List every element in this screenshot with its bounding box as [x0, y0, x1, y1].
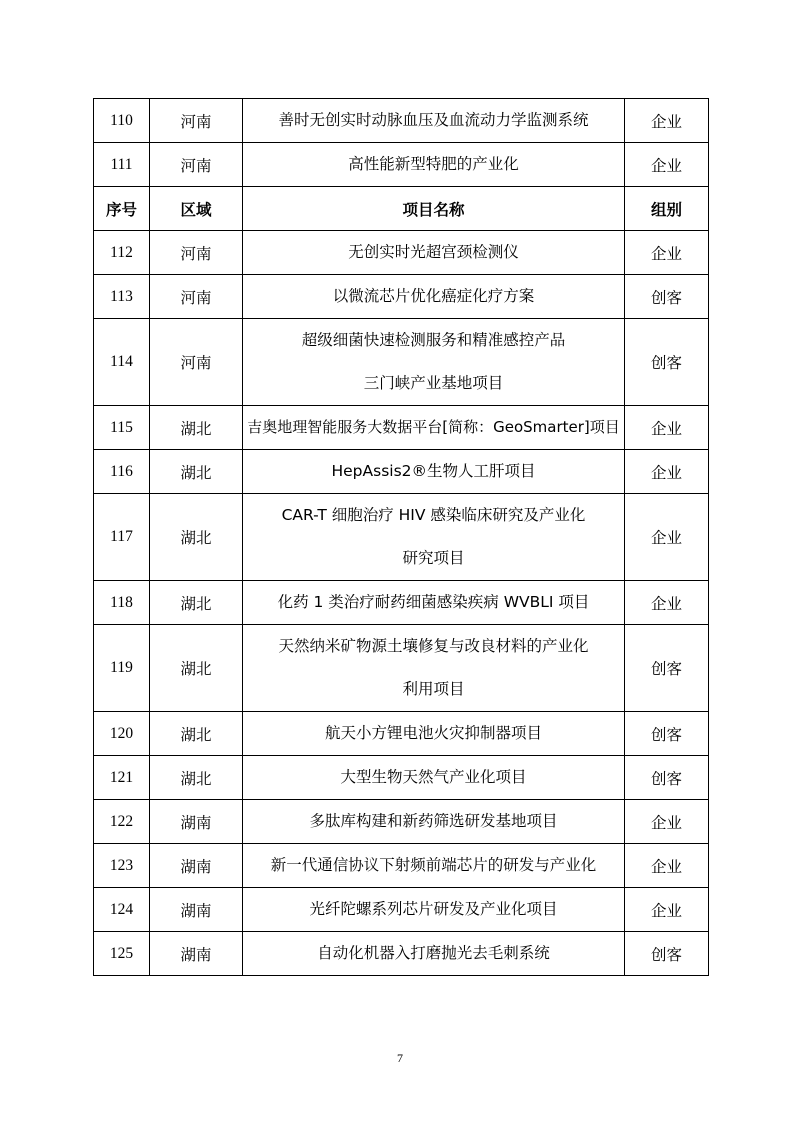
row-project-name [243, 99, 625, 143]
row-project-name [243, 406, 625, 450]
row-group: 创客 [625, 712, 709, 756]
project-name-line: 吉奥地理智能服务大数据平台[简称：GeoSmarter]项目 [247, 418, 620, 436]
row-region: 河南 [150, 231, 243, 275]
row-group: 企业 [625, 800, 709, 844]
header-name: 项目名称 [243, 187, 625, 231]
row-group: 创客 [625, 756, 709, 800]
row-number: 118 [94, 581, 150, 625]
project-name-line: 三门峡产业基地项目 [363, 374, 504, 392]
row-number: 121 [94, 756, 150, 800]
table-row [94, 450, 709, 494]
project-name-line: 无创实时光超宫颈检测仪 [348, 243, 519, 261]
header-region: 区域 [150, 187, 243, 231]
table-row [94, 143, 709, 187]
row-group: 企业 [625, 450, 709, 494]
project-name-line: 天然纳米矿物源土壤修复与改良材料的产业化 [278, 637, 589, 655]
header-group: 组别 [625, 187, 709, 231]
row-number: 120 [94, 712, 150, 756]
row-group: 企业 [625, 406, 709, 450]
project-table-body [94, 99, 709, 976]
row-group: 创客 [625, 275, 709, 319]
row-number: 112 [94, 231, 150, 275]
row-number: 123 [94, 844, 150, 888]
row-project-name [243, 231, 625, 275]
project-name-line: HepAssis2®生物人工肝项目 [331, 462, 536, 480]
project-name-line: 自动化机器入打磨抛光去毛刺系统 [317, 944, 550, 962]
table-row [94, 231, 709, 275]
row-project-name [243, 800, 625, 844]
row-number: 110 [94, 99, 150, 143]
row-group: 创客 [625, 319, 709, 406]
row-region: 湖北 [150, 450, 243, 494]
row-project-name [243, 844, 625, 888]
project-name-line: 高性能新型特肥的产业化 [348, 155, 519, 173]
row-project-name [243, 756, 625, 800]
row-region: 湖北 [150, 625, 243, 712]
row-project-name [243, 712, 625, 756]
row-number: 125 [94, 932, 150, 976]
table-row [94, 494, 709, 581]
row-region: 河南 [150, 319, 243, 406]
project-name-line: 利用项目 [402, 680, 465, 698]
page-number: 7 [397, 1051, 403, 1065]
row-project-name [243, 581, 625, 625]
row-project-name [243, 319, 625, 406]
row-number: 115 [94, 406, 150, 450]
table-row [94, 844, 709, 888]
project-name-line: 善时无创实时动脉血压及血流动力学监测系统 [278, 111, 589, 129]
project-name-line: 航天小方锂电池火灾抑制器项目 [324, 724, 542, 742]
table-header-row [94, 187, 709, 231]
project-name-line: 新一代通信协议下射频前端芯片的研发与产业化 [270, 856, 597, 874]
row-region: 湖南 [150, 932, 243, 976]
project-table [93, 98, 709, 976]
row-project-name [243, 275, 625, 319]
row-region: 河南 [150, 275, 243, 319]
row-number: 111 [94, 143, 150, 187]
row-group: 企业 [625, 143, 709, 187]
table-row [94, 406, 709, 450]
project-name-line: 超级细菌快速检测服务和精准感控产品 [301, 331, 566, 349]
row-region: 湖北 [150, 756, 243, 800]
row-region: 湖南 [150, 888, 243, 932]
row-project-name [243, 450, 625, 494]
row-region: 河南 [150, 99, 243, 143]
row-project-name [243, 494, 625, 581]
table-row [94, 625, 709, 712]
project-name-line: 大型生物天然气产业化项目 [340, 768, 527, 786]
project-name-line: 以微流芯片优化癌症化疗方案 [332, 287, 535, 305]
row-region: 湖北 [150, 494, 243, 581]
row-group: 创客 [625, 625, 709, 712]
row-group: 企业 [625, 99, 709, 143]
project-name-line: CAR-T 细胞治疗 HIV 感染临床研究及产业化 [281, 506, 586, 524]
project-name-line: 研究项目 [402, 549, 465, 567]
table-row [94, 712, 709, 756]
row-number: 119 [94, 625, 150, 712]
project-name-line: 多肽库构建和新药筛选研发基地项目 [309, 812, 558, 830]
row-group: 企业 [625, 888, 709, 932]
table-row [94, 319, 709, 406]
project-name-line: 光纤陀螺系列芯片研发及产业化项目 [309, 900, 558, 918]
project-name-line: 化药 1 类治疗耐药细菌感染疾病 WVBLI 项目 [277, 593, 590, 611]
table-row [94, 932, 709, 976]
table-row [94, 800, 709, 844]
row-group: 企业 [625, 581, 709, 625]
row-number: 122 [94, 800, 150, 844]
row-project-name [243, 932, 625, 976]
row-group: 创客 [625, 932, 709, 976]
table-row [94, 756, 709, 800]
row-number: 124 [94, 888, 150, 932]
row-number: 114 [94, 319, 150, 406]
row-project-name [243, 143, 625, 187]
row-region: 湖北 [150, 712, 243, 756]
row-region: 湖南 [150, 800, 243, 844]
row-project-name [243, 625, 625, 712]
row-group: 企业 [625, 231, 709, 275]
row-project-name [243, 888, 625, 932]
table-row [94, 888, 709, 932]
row-region: 湖北 [150, 406, 243, 450]
row-number: 116 [94, 450, 150, 494]
row-group: 企业 [625, 494, 709, 581]
table-row [94, 581, 709, 625]
header-no: 序号 [94, 187, 150, 231]
row-group: 企业 [625, 844, 709, 888]
table-row [94, 275, 709, 319]
table-row [94, 99, 709, 143]
row-region: 湖北 [150, 581, 243, 625]
row-region: 河南 [150, 143, 243, 187]
row-region: 湖南 [150, 844, 243, 888]
row-number: 113 [94, 275, 150, 319]
row-number: 117 [94, 494, 150, 581]
